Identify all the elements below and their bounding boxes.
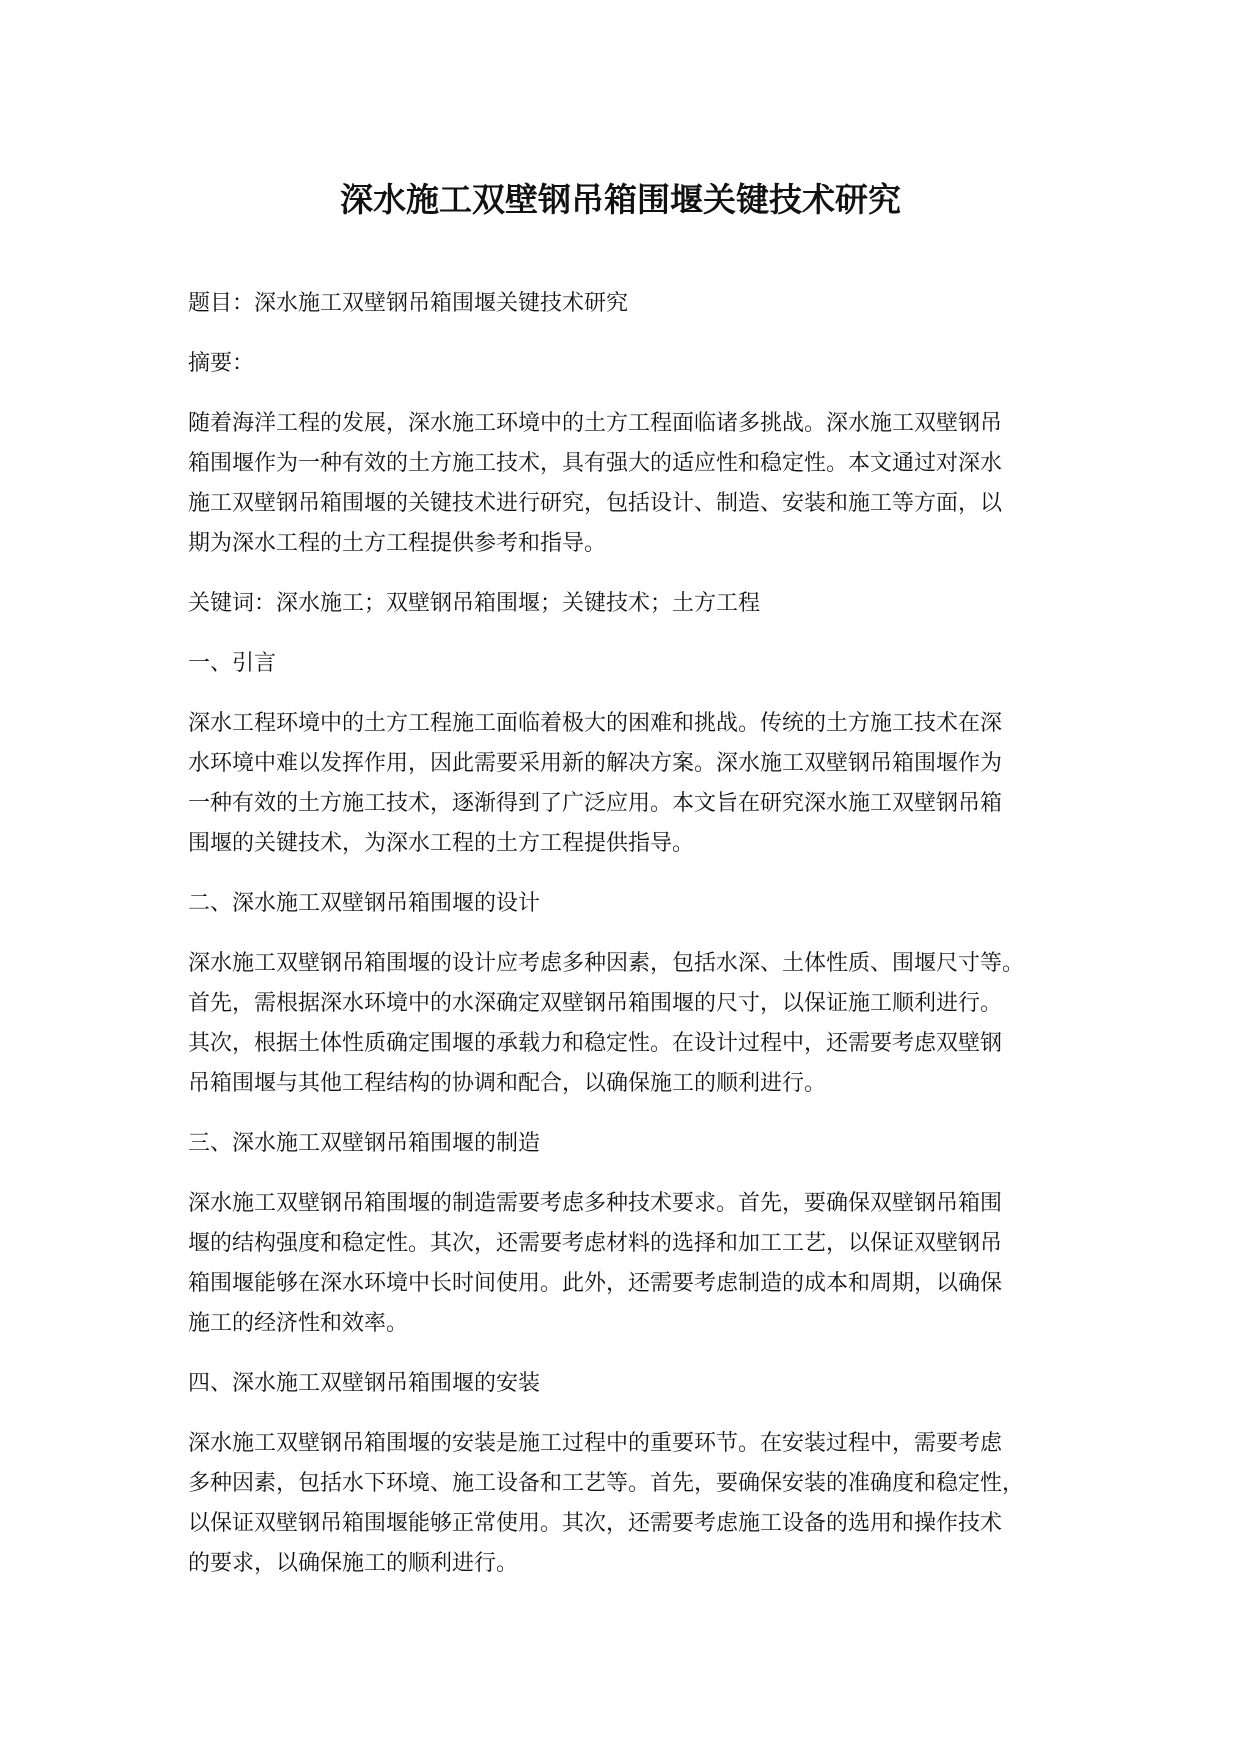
abstract-line: 施工双壁钢吊箱围堰的关键技术进行研究，包括设计、制造、安装和施工等方面，以	[188, 491, 1003, 516]
section-heading-introduction: 一、引言	[188, 651, 277, 676]
installation-paragraph	[188, 1424, 1068, 1584]
introduction-paragraph	[188, 704, 1068, 864]
document-body	[188, 284, 1068, 1604]
abstract-line: 箱围堰作为一种有效的土方施工技术，具有强大的适应性和稳定性。本文通过对深水	[188, 451, 1003, 476]
manufacturing-line: 堰的结构强度和稳定性。其次，还需要考虑材料的选择和加工工艺，以保证双壁钢吊	[188, 1231, 1003, 1256]
manufacturing-paragraph	[188, 1184, 1068, 1344]
installation-line: 以保证双壁钢吊箱围堰能够正常使用。其次，还需要考虑施工设备的选用和操作技术	[188, 1511, 1003, 1536]
introduction-line: 围堰的关键技术，为深水工程的土方工程提供指导。	[188, 831, 695, 856]
abstract-paragraph	[188, 404, 1068, 564]
manufacturing-line: 深水施工双壁钢吊箱围堰的制造需要考虑多种技术要求。首先，要确保双壁钢吊箱围	[188, 1191, 1003, 1216]
section-heading-design: 二、深水施工双壁钢吊箱围堰的设计	[188, 891, 541, 916]
keywords-line: 关键词：深水施工；双壁钢吊箱围堰；关键技术；土方工程	[188, 591, 761, 616]
design-line: 吊箱围堰与其他工程结构的协调和配合，以确保施工的顺利进行。	[188, 1071, 827, 1096]
design-paragraph	[188, 944, 1068, 1104]
abstract-heading: 摘要：	[188, 351, 255, 376]
section-heading-installation: 四、深水施工双壁钢吊箱围堰的安装	[188, 1371, 541, 1396]
manufacturing-line: 施工的经济性和效率。	[188, 1311, 409, 1336]
installation-line: 深水施工双壁钢吊箱围堰的安装是施工过程中的重要环节。在安装过程中，需要考虑	[188, 1431, 1003, 1456]
introduction-line: 水环境中难以发挥作用，因此需要采用新的解决方案。深水施工双壁钢吊箱围堰作为	[188, 751, 1003, 776]
topic-line: 题目：深水施工双壁钢吊箱围堰关键技术研究	[188, 291, 629, 316]
abstract-line: 随着海洋工程的发展，深水施工环境中的土方工程面临诸多挑战。深水施工双壁钢吊	[188, 411, 1003, 436]
manufacturing-line: 箱围堰能够在深水环境中长时间使用。此外，还需要考虑制造的成本和周期，以确保	[188, 1271, 1003, 1296]
installation-line: 的要求，以确保施工的顺利进行。	[188, 1551, 519, 1576]
section-heading-manufacturing: 三、深水施工双壁钢吊箱围堰的制造	[188, 1131, 541, 1156]
design-line: 深水施工双壁钢吊箱围堰的设计应考虑多种因素，包括水深、土体性质、围堰尺寸等。	[188, 951, 1025, 976]
abstract-line: 期为深水工程的土方工程提供参考和指导。	[188, 531, 607, 556]
installation-line: 多种因素，包括水下环境、施工设备和工艺等。首先，要确保安装的准确度和稳定性，	[188, 1471, 1025, 1496]
introduction-line: 深水工程环境中的土方工程施工面临着极大的困难和挑战。传统的土方施工技术在深	[188, 711, 1003, 736]
introduction-line: 一种有效的土方施工技术，逐渐得到了广泛应用。本文旨在研究深水施工双壁钢吊箱	[188, 791, 1003, 816]
design-line: 首先，需根据深水环境中的水深确定双壁钢吊箱围堰的尺寸，以保证施工顺利进行。	[188, 991, 1003, 1016]
design-line: 其次，根据土体性质确定围堰的承载力和稳定性。在设计过程中，还需要考虑双壁钢	[188, 1031, 1003, 1056]
document-title: 深水施工双壁钢吊箱围堰关键技术研究	[340, 180, 901, 219]
